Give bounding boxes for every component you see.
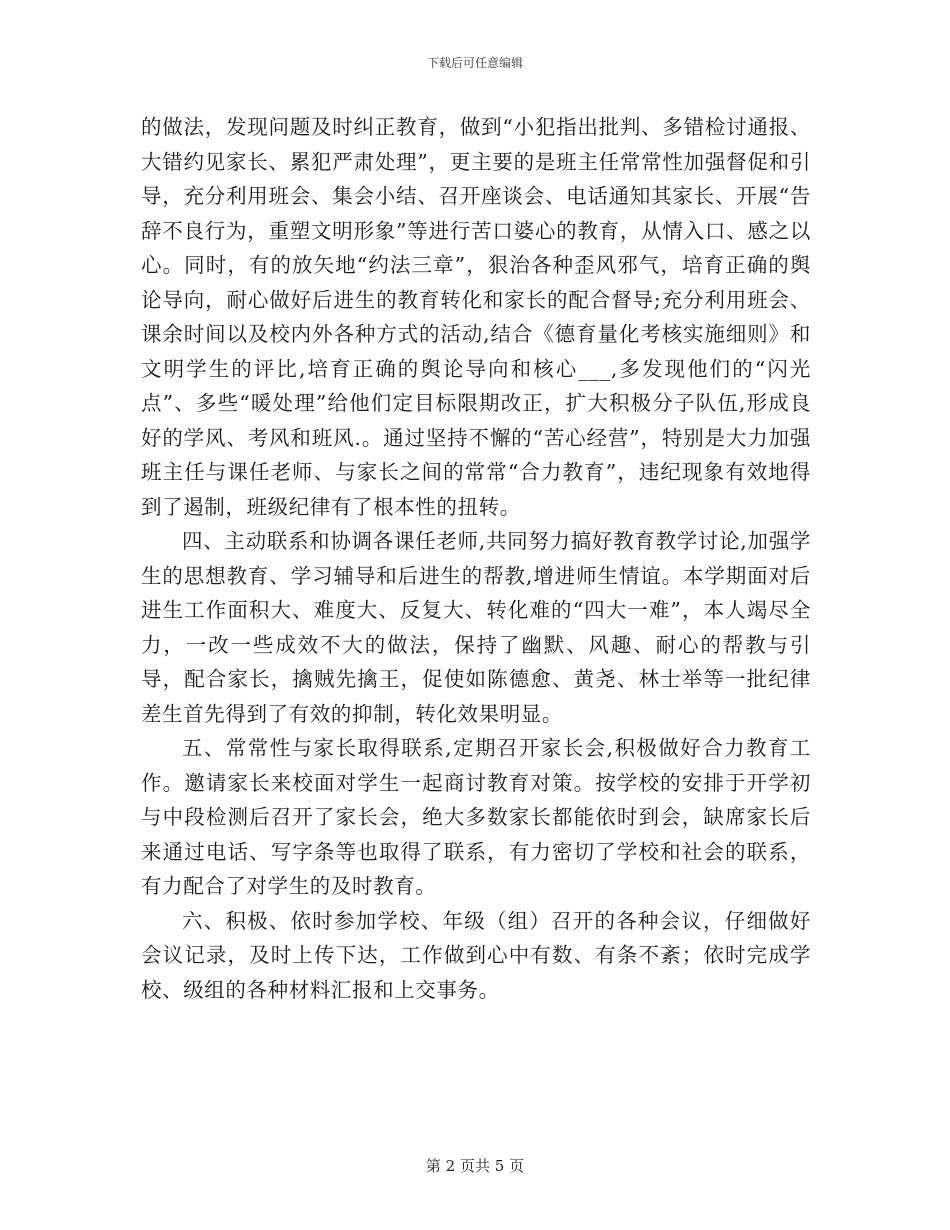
- body-paragraph: 的做法，发现问题及时纠正教育，做到“小犯指出批判、多错检讨通报、大错约见家长、累犯严肃处理”，更主要的是班主任常常性加强督促和引导，充分利用班会、集会小结、召开座谈会、电话通知其家长、开展“告辞不良行为，重塑文明形象”等进行苦口婆心的教育，从情入口、感之以心。同时，有的放矢地“约法三章”，狠治各种歪风邪气，培育正确的舆论导向，耐心做好后进生的教育转化和家长的配合督导;充分利用班会、课余时间以及校内外各种方式的活动,结合《德育量化考核实施细则》和文明学生的评比,培育正确的舆论导向和核心___,多发现他们的“闪光点”、多些“暖处理”给他们定目标限期改正，扩大积极分子队伍,形成良好的学风、考风和班风.。通过坚持不懈的“苦心经营”，特别是大力加强班主任与课任老师、与家长之间的常常“合力教育”，违纪现象有效地得到了遏制，班级纪律有了根本性的扭转。: [141, 115, 811, 519]
- page-header-note: 下载后可任意编辑: [426, 56, 523, 70]
- page-number: 第 2 页共 5 页: [425, 1157, 525, 1175]
- document-body: [141, 110, 811, 1007]
- body-paragraph: 六、积极、依时参加学校、年级（组）召开的各种会议，仔细做好会议记录，及时上传下达，工作做到心中有数、有条不紊；依时完成学校、级组的各种材料汇报和上交事务。: [141, 908, 811, 1002]
- body-paragraph: 四、主动联系和协调各课任老师,共同努力搞好教育教学讨论,加强学生的思想教育、学习辅导和后进生的帮教,增进师生情谊。本学期面对后进生工作面积大、难度大、反复大、转化难的“四大一难”，本人竭尽全力，一改一些成效不大的做法，保持了幽默、风趣、耐心的帮教与引导，配合家长，擒贼先擒王，促使如陈德愈、黄尧、林士举等一批纪律差生首先得到了有效的抑制，转化效果明显。: [141, 529, 811, 726]
- body-paragraph: 五、常常性与家长取得联系,定期召开家长会,积极做好合力教育工作。邀请家长来校面对学生一起商讨教育对策。按学校的安排于开学初与中段检测后召开了家长会，绝大多数家长都能依时到会，缺席家长后来通过电话、写字条等也取得了联系，有力密切了学校和社会的联系，有力配合了对学生的及时教育。: [141, 736, 811, 898]
